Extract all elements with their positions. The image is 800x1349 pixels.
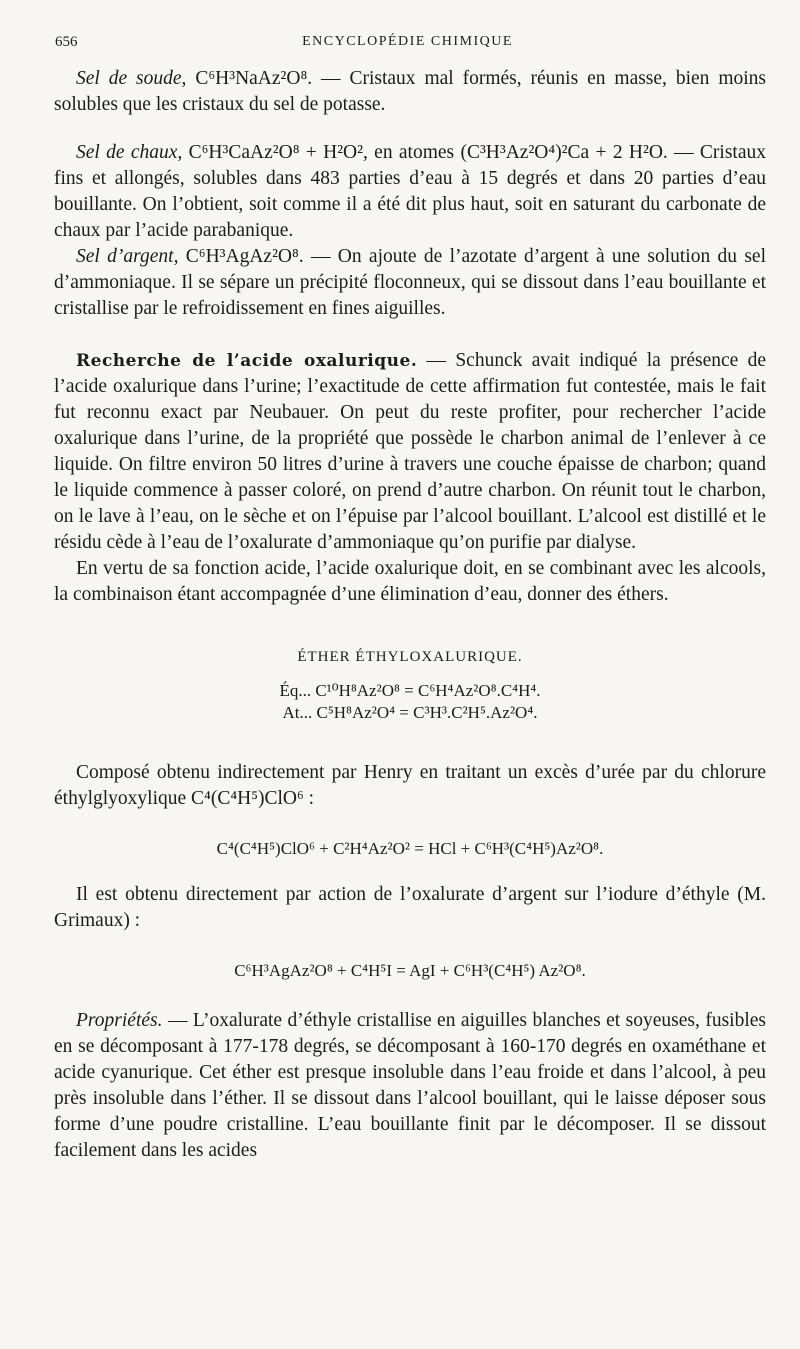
text-sel-de-chaux: C⁶H³CaAz²O⁸ + H²O², en atomes (C³H³Az²O⁴)²Ca + 2 H²O. — Cristaux fins et allongés, solubles dans 483 parties d’eau à 15 degrés et dans 20 parties d’eau bouillante. On l’obtient, soit comme il a été dit plus haut, soit en saturant du carbonate de chaux par l’acide parabanique. <box>54 142 766 241</box>
section-title: ÉTHER ÉTHYLOXALURIQUE. <box>297 649 523 665</box>
lead-sel-de-soude: Sel de soude, <box>76 68 187 89</box>
reaction-henry: C⁴(C⁴H⁵)ClO⁶ + C²H⁴Az²O² = HCl + C⁶H³(C⁴H⁵)Az²O⁸. <box>216 839 604 858</box>
lead-sel-de-chaux: Sel de chaux, <box>76 142 183 163</box>
text-sel-d-argent: C⁶H³AgAz²O⁸. — On ajoute de l’azotate d’argent à une solution du sel d’ammoniaque. Il se sépare un précipité floconneux, qui se dissout dans l’eau bouillante et cristallise par le refroidissement en fines aiguilles. <box>54 246 766 319</box>
page-number: 656 <box>55 34 78 50</box>
page-body <box>54 66 766 1164</box>
paragraph-sel-de-soude <box>54 66 766 118</box>
lead-proprietes: Propriétés. <box>76 1010 163 1031</box>
paragraph-proprietes <box>54 1008 766 1164</box>
paragraph-henry: Composé obtenu indirectement par Henry en traitant un excès d’urée par du chlorure éthylglyoxylique C⁴(C⁴H⁵)ClO⁶ : <box>54 762 766 809</box>
formula-equivalents: Éq... C¹⁰H⁸Az²O⁸ = C⁶H⁴Az²O⁸.C⁴H⁴. <box>279 681 541 700</box>
paragraph-recherche <box>54 348 766 556</box>
text-proprietes: — L’oxalurate d’éthyle cristallise en aiguilles blanches et soyeuses, fusibles en se décomposant à 177-178 degrés, se décomposant à 160-170 degrés en oxaméthane et acide cyanurique. Cet éther est presque insoluble dans l’eau froide et dans l’alcool, à peu près insoluble dans l’éther. Il se dissout dans l’alcool bouillant, qui le laisse déposer sous forme d’une poudre cristalline. L’eau bouillante finit par le décomposer. Il se dissout facilement dans les acides <box>54 1010 766 1161</box>
paragraph-sel-de-chaux <box>54 140 766 244</box>
reaction-grimaux: C⁶H³AgAz²O⁸ + C⁴H⁵I = AgI + C⁶H³(C⁴H⁵) Az²O⁸. <box>234 961 586 980</box>
heading-recherche: Recherche de l’acide oxalurique. <box>76 351 418 371</box>
paragraph-fonction-acide: En vertu de sa fonction acide, l’acide oxalurique doit, en se combinant avec les alcools, la combinaison étant accompagnée d’une élimination d’eau, donner des éthers. <box>54 558 766 605</box>
lead-sel-d-argent: Sel d’argent, <box>76 246 179 267</box>
paragraph-sel-d-argent <box>54 244 766 322</box>
text-recherche: — Schunck avait indiqué la présence de l’acide oxalurique dans l’urine; l’exactitude de cette affirmation fut contestée, mais le fait fut reconnu exact par Neubauer. On peut du reste profiter, pour rechercher l’acide oxalurique dans l’urine, de la propriété que possède le charbon animal de l’enlever à ce liquide. On filtre environ 50 litres d’urine à travers une couche épaisse de charbon; quand le liquide commence à passer coloré, on prend d’autre charbon. On réunit tout le charbon, on le lave à l’eau, on le sèche et on l’épuise par l’alcool bouillant. L’alcool est distillé et le résidu cède à l’eau de l’oxalurate d’ammoniaque qu’on purifie par dialyse. <box>54 350 766 553</box>
paragraph-grimaux: Il est obtenu directement par action de l’oxalurate d’argent sur l’iodure d’éthyle (M. Grimaux) : <box>54 884 766 931</box>
page-header <box>55 34 760 58</box>
formula-atoms: At... C⁵H⁸Az²O⁴ = C³H³.C²H⁵.Az²O⁴. <box>282 703 538 722</box>
running-title: ENCYCLOPÉDIE CHIMIQUE <box>302 34 513 49</box>
text-sel-de-soude: C⁶H³NaAz²O⁸. — Cristaux mal formés, réunis en masse, bien moins solubles que les cristaux du sel de potasse. <box>54 68 766 115</box>
